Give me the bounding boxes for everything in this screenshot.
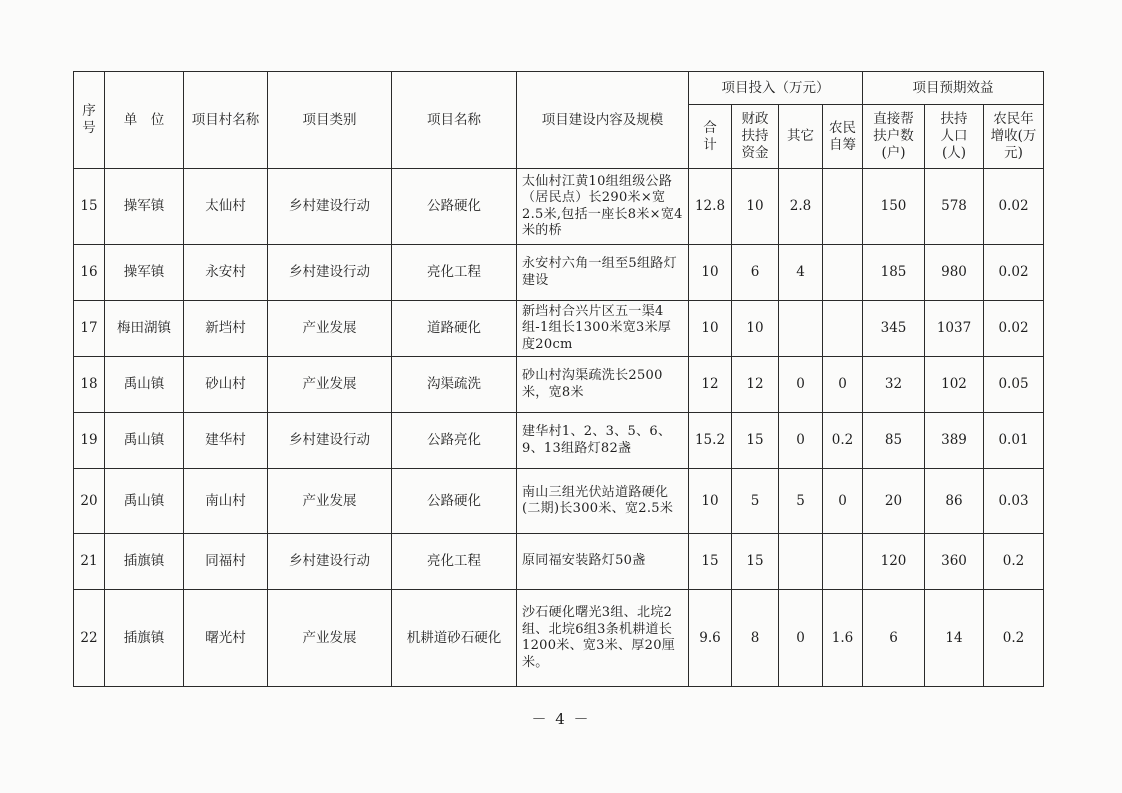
header-population: 扶持人口(人) xyxy=(925,105,984,169)
row-total: 12.8 xyxy=(689,169,732,245)
row-project-name: 公路硬化 xyxy=(392,469,517,534)
row-category: 乡村建设行动 xyxy=(268,169,392,245)
table-row xyxy=(74,534,1044,590)
row-households: 345 xyxy=(863,301,925,357)
row-seq: 15 xyxy=(74,169,105,245)
row-content: 沙石硬化曙光3组、北垸2组、北垸6组3条机耕道长1200米、宽3米、厚20厘米。 xyxy=(517,590,689,687)
row-content: 永安村六角一组至5组路灯建设 xyxy=(517,245,689,301)
row-other: 5 xyxy=(779,469,823,534)
row-other xyxy=(779,301,823,357)
row-income: 0.2 xyxy=(984,590,1044,687)
row-farmer xyxy=(823,534,863,590)
row-content: 砂山村沟渠疏洗长2500米，宽8米 xyxy=(517,357,689,413)
row-households: 150 xyxy=(863,169,925,245)
row-village: 永安村 xyxy=(184,245,268,301)
row-project-name: 机耕道砂石硬化 xyxy=(392,590,517,687)
row-total: 15.2 xyxy=(689,413,732,469)
row-farmer: 1.6 xyxy=(823,590,863,687)
row-farmer: 0 xyxy=(823,469,863,534)
row-village: 建华村 xyxy=(184,413,268,469)
row-farmer: 0.2 xyxy=(823,413,863,469)
row-income: 0.02 xyxy=(984,301,1044,357)
row-households: 120 xyxy=(863,534,925,590)
header-village: 项目村名称 xyxy=(184,72,268,169)
row-households: 20 xyxy=(863,469,925,534)
header-category: 项目类别 xyxy=(268,72,392,169)
row-unit: 插旗镇 xyxy=(105,590,184,687)
row-other: 2.8 xyxy=(779,169,823,245)
table-row xyxy=(74,245,1044,301)
row-village: 砂山村 xyxy=(184,357,268,413)
row-total: 12 xyxy=(689,357,732,413)
row-total: 9.6 xyxy=(689,590,732,687)
header-income: 农民年增收(万元) xyxy=(984,105,1044,169)
row-unit: 操军镇 xyxy=(105,169,184,245)
row-content: 新垱村合兴片区五一渠4组-1组长1300米宽3米厚度20cm xyxy=(517,301,689,357)
table-row xyxy=(74,469,1044,534)
row-fiscal: 6 xyxy=(732,245,779,301)
header-seq: 序号 xyxy=(74,72,105,169)
row-fiscal: 10 xyxy=(732,169,779,245)
row-income: 0.01 xyxy=(984,413,1044,469)
row-fiscal: 12 xyxy=(732,357,779,413)
header-project-name: 项目名称 xyxy=(392,72,517,169)
row-project-name: 亮化工程 xyxy=(392,245,517,301)
row-village: 南山村 xyxy=(184,469,268,534)
row-seq: 22 xyxy=(74,590,105,687)
row-farmer: 0 xyxy=(823,357,863,413)
row-category: 产业发展 xyxy=(268,301,392,357)
row-fiscal: 8 xyxy=(732,590,779,687)
row-unit: 禹山镇 xyxy=(105,357,184,413)
row-fiscal: 15 xyxy=(732,413,779,469)
table-row xyxy=(74,413,1044,469)
row-other: 0 xyxy=(779,590,823,687)
header-fiscal: 财政扶持资金 xyxy=(732,105,779,169)
row-content: 南山三组光伏站道路硬化(二期)长300米、宽2.5米 xyxy=(517,469,689,534)
row-category: 产业发展 xyxy=(268,469,392,534)
row-population: 102 xyxy=(925,357,984,413)
row-fiscal: 5 xyxy=(732,469,779,534)
row-population: 980 xyxy=(925,245,984,301)
header-total: 合计 xyxy=(689,105,732,169)
row-category: 乡村建设行动 xyxy=(268,413,392,469)
row-unit: 插旗镇 xyxy=(105,534,184,590)
row-seq: 20 xyxy=(74,469,105,534)
table-row xyxy=(74,301,1044,357)
row-project-name: 公路硬化 xyxy=(392,169,517,245)
row-income: 0.05 xyxy=(984,357,1044,413)
row-population: 86 xyxy=(925,469,984,534)
table-row xyxy=(74,169,1044,245)
row-category: 产业发展 xyxy=(268,357,392,413)
project-table xyxy=(73,71,1044,687)
row-content: 原同福安装路灯50盏 xyxy=(517,534,689,590)
row-project-name: 公路亮化 xyxy=(392,413,517,469)
row-unit: 禹山镇 xyxy=(105,413,184,469)
row-households: 185 xyxy=(863,245,925,301)
row-population: 578 xyxy=(925,169,984,245)
header-households: 直接帮扶户数(户) xyxy=(863,105,925,169)
row-population: 360 xyxy=(925,534,984,590)
row-income: 0.2 xyxy=(984,534,1044,590)
row-category: 乡村建设行动 xyxy=(268,534,392,590)
header-investment-group: 项目投入（万元） xyxy=(689,72,863,105)
row-total: 15 xyxy=(689,534,732,590)
header-content: 项目建设内容及规模 xyxy=(517,72,689,169)
row-seq: 17 xyxy=(74,301,105,357)
row-project-name: 沟渠疏洗 xyxy=(392,357,517,413)
row-total: 10 xyxy=(689,301,732,357)
row-category: 乡村建设行动 xyxy=(268,245,392,301)
row-village: 曙光村 xyxy=(184,590,268,687)
row-other: 0 xyxy=(779,357,823,413)
row-project-name: 道路硬化 xyxy=(392,301,517,357)
row-seq: 19 xyxy=(74,413,105,469)
row-other: 4 xyxy=(779,245,823,301)
row-total: 10 xyxy=(689,245,732,301)
header-farmer: 农民自筹 xyxy=(823,105,863,169)
row-farmer xyxy=(823,245,863,301)
row-population: 389 xyxy=(925,413,984,469)
row-content: 太仙村江黄10组组级公路（居民点）长290米×宽2.5米,包括一座长8米×宽4米的桥 xyxy=(517,169,689,245)
row-unit: 操军镇 xyxy=(105,245,184,301)
row-project-name: 亮化工程 xyxy=(392,534,517,590)
header-other: 其它 xyxy=(779,105,823,169)
row-farmer xyxy=(823,169,863,245)
row-village: 太仙村 xyxy=(184,169,268,245)
row-unit: 梅田湖镇 xyxy=(105,301,184,357)
row-seq: 16 xyxy=(74,245,105,301)
row-village: 新垱村 xyxy=(184,301,268,357)
row-other xyxy=(779,534,823,590)
row-households: 85 xyxy=(863,413,925,469)
row-category: 产业发展 xyxy=(268,590,392,687)
row-content: 建华村1、2、3、5、6、9、13组路灯82盏 xyxy=(517,413,689,469)
row-population: 14 xyxy=(925,590,984,687)
row-income: 0.02 xyxy=(984,245,1044,301)
row-farmer xyxy=(823,301,863,357)
header-benefit-group: 项目预期效益 xyxy=(863,72,1044,105)
row-unit: 禹山镇 xyxy=(105,469,184,534)
row-income: 0.02 xyxy=(984,169,1044,245)
table-row xyxy=(74,357,1044,413)
row-households: 32 xyxy=(863,357,925,413)
row-population: 1037 xyxy=(925,301,984,357)
page-number: － 4 － xyxy=(531,710,591,728)
row-seq: 18 xyxy=(74,357,105,413)
row-fiscal: 15 xyxy=(732,534,779,590)
row-village: 同福村 xyxy=(184,534,268,590)
row-total: 10 xyxy=(689,469,732,534)
row-income: 0.03 xyxy=(984,469,1044,534)
table-row xyxy=(74,590,1044,687)
row-fiscal: 10 xyxy=(732,301,779,357)
row-households: 6 xyxy=(863,590,925,687)
row-seq: 21 xyxy=(74,534,105,590)
row-other: 0 xyxy=(779,413,823,469)
header-unit: 单 位 xyxy=(105,72,184,169)
